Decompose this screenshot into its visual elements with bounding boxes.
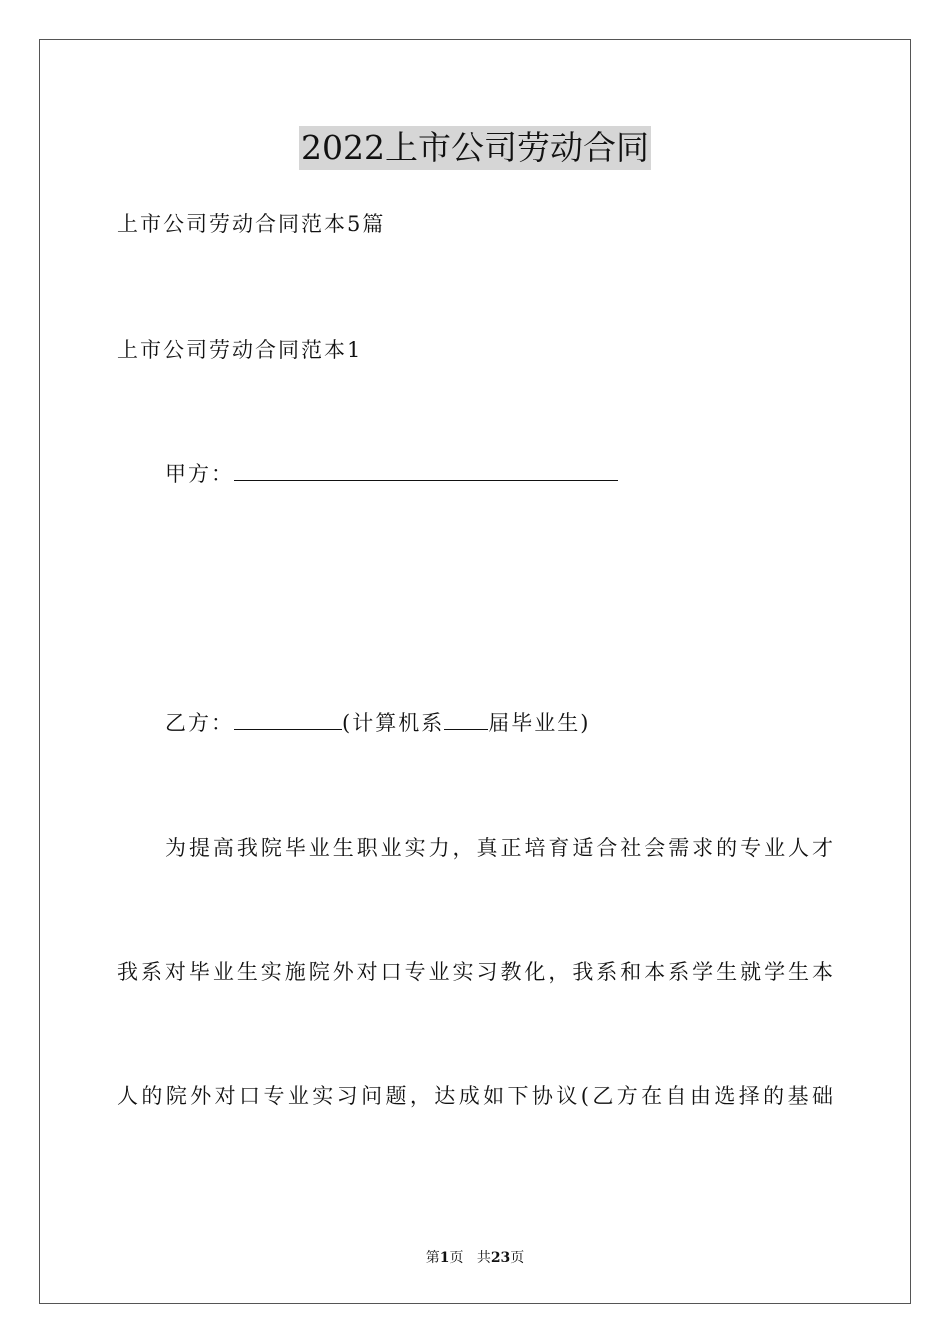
party-b-name-blank xyxy=(234,709,342,730)
document-subtitle: 上市公司劳动合同范本5篇 xyxy=(117,212,386,236)
paragraph-line: 我系对毕业生实施院外对口专业实习教化，我系和本系学生就学生本 xyxy=(117,960,833,984)
party-a-blank xyxy=(234,460,618,481)
document-title xyxy=(0,126,950,170)
party-a-line xyxy=(165,459,618,489)
footer-page-suffix: 页 xyxy=(449,1250,464,1266)
document-title-text: 2022上市公司劳动合同 xyxy=(299,126,651,170)
party-b-label: 乙方： xyxy=(165,711,234,735)
footer-page-prefix: 第 xyxy=(425,1250,440,1266)
page-footer xyxy=(0,1247,950,1267)
footer-total-pages: 23 xyxy=(490,1250,511,1266)
paragraph-line: 人的院外对口专业实习问题，达成如下协议(乙方在自由选择的基础 xyxy=(117,1084,833,1108)
paragraph-line: 为提高我院毕业生职业实力，真正培育适合社会需求的专业人才 xyxy=(165,836,833,860)
party-a-label: 甲方： xyxy=(165,462,234,486)
party-b-line xyxy=(165,708,590,738)
section-heading: 上市公司劳动合同范本1 xyxy=(117,338,363,362)
footer-page-number: 1 xyxy=(439,1250,450,1266)
footer-total-prefix: 共 xyxy=(476,1250,491,1266)
footer-total-suffix: 页 xyxy=(510,1250,525,1266)
party-b-note-prefix: (计算机系 xyxy=(342,711,445,735)
party-b-year-blank xyxy=(444,709,488,730)
party-b-note-suffix: 届毕业生) xyxy=(488,711,591,735)
